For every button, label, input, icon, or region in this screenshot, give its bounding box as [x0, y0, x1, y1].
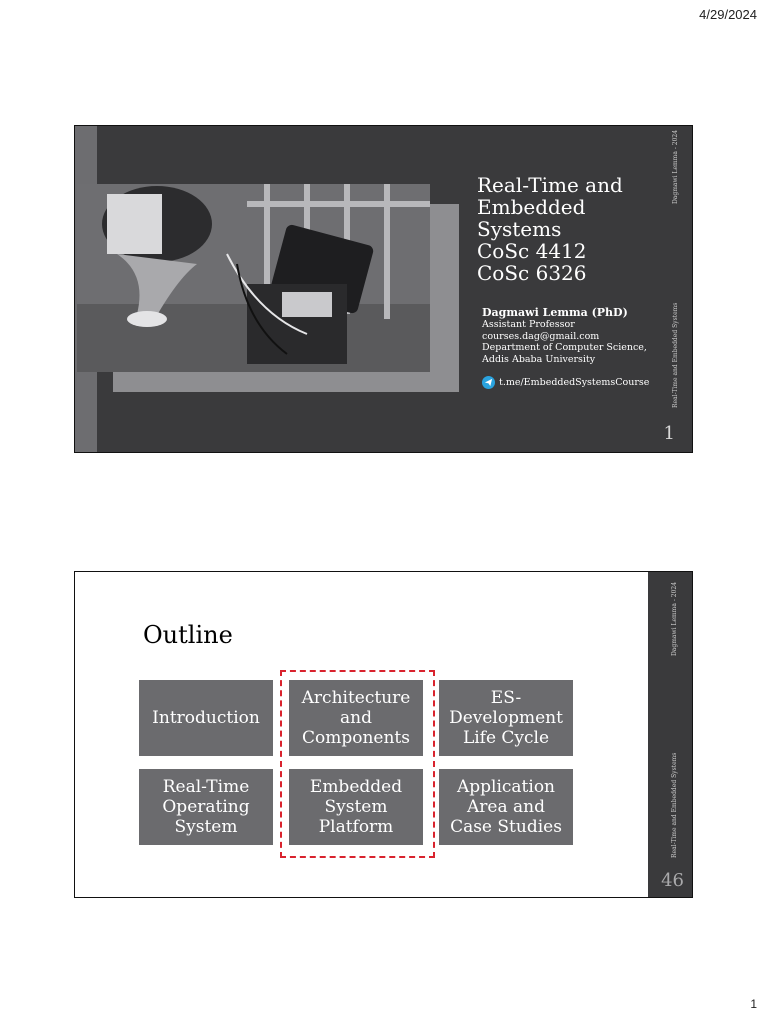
outline-box-architecture: Architecture and Components — [289, 680, 423, 756]
course-link[interactable] — [482, 376, 649, 389]
outline-box-platform: Embedded System Platform — [289, 769, 423, 845]
vertical-author-year: Dagmawi Lemma - 2024 — [672, 129, 679, 204]
title-slide — [74, 125, 693, 453]
highlight-dashed-frame — [280, 670, 435, 858]
page-number: 1 — [750, 997, 757, 1011]
author-email: courses.dag@gmail.com — [482, 330, 600, 342]
print-date: 4/29/2024 — [699, 7, 757, 22]
outline-box-applications: Application Area and Case Studies — [439, 769, 573, 845]
author-info — [482, 319, 647, 365]
outline-slide — [74, 571, 693, 898]
outline-title: Outline — [143, 621, 233, 649]
outline-box-rtos: Real-Time Operating System — [139, 769, 273, 845]
vertical-course-name: Real-Time and Embedded Systems — [672, 302, 679, 408]
outline-box-introduction: Introduction — [139, 680, 273, 756]
author-position: Assistant Professor — [482, 319, 575, 330]
slide-right-bar — [648, 572, 692, 897]
author-name: Dagmawi Lemma (PhD) — [482, 306, 628, 319]
vertical-course-name: Real-Time and Embedded Systems — [671, 752, 678, 858]
author-department: Department of Computer Science, — [482, 342, 647, 353]
telegram-icon — [482, 376, 495, 389]
slide-title: Real-Time and Embedded Systems CoSc 4412 CoSc 6326 — [477, 173, 623, 285]
slide-number: 1 — [663, 423, 675, 444]
field-equipment-photo — [77, 184, 430, 372]
slide-number: 46 — [661, 870, 684, 891]
vertical-author-year: Dagmawi Lemma - 2024 — [671, 581, 678, 656]
author-university: Addis Ababa University — [482, 353, 596, 365]
outline-box-es-development: ES- Development Life Cycle — [439, 680, 573, 756]
course-link-text[interactable]: t.me/EmbeddedSystemsCourse — [499, 377, 650, 388]
